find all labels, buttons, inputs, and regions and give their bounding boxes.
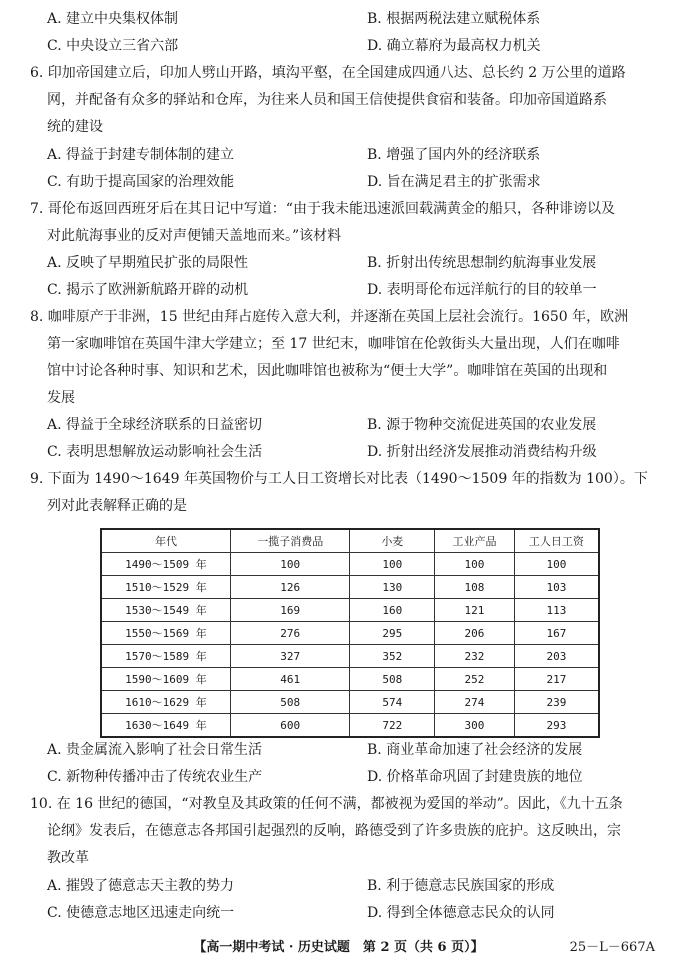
footer-title: 【高一期中考试 · 历史试题 第 2 页（共 6 页）】 (193, 940, 484, 955)
q7-option-a: A. 反映了早期殖民扩张的局限性 (47, 255, 249, 271)
table-cell: 100 (435, 553, 515, 576)
table-header-cell: 工业产品 (435, 529, 515, 553)
q8-stem-line-3: 馆中讨论各种时事、知识和艺术，因此咖啡馆也被称为“便士大学”。咖啡馆在英国的出现和 (47, 363, 608, 379)
table-cell: 276 (230, 622, 350, 645)
table-cell: 508 (230, 691, 350, 714)
q8-stem-line-2: 第一家咖啡馆在英国牛津大学建立；至 17 世纪末，咖啡馆在伦敦街头大量出现，人们在咖啡 (47, 336, 620, 352)
q7-stem-line-2: 对此航海事业的反对声便铺天盖地而来。”该材料 (47, 228, 342, 244)
q8-stem-line-4: 发展 (47, 390, 75, 406)
table-cell: 100 (514, 553, 599, 576)
table-row (101, 668, 599, 691)
q6-option-b: B. 增强了国内外的经济联系 (367, 147, 541, 163)
table-cell: 1550～1569 年 (101, 622, 230, 645)
table-cell: 103 (514, 576, 599, 599)
table-cell: 203 (514, 645, 599, 668)
table-row (101, 714, 599, 738)
table-cell: 295 (350, 622, 435, 645)
table-cell: 1530～1549 年 (101, 599, 230, 622)
table-cell: 1570～1589 年 (101, 645, 230, 668)
q6-option-d: D. 旨在满足君主的扩张需求 (367, 174, 541, 190)
table-cell: 239 (514, 691, 599, 714)
price-wage-table (100, 528, 600, 738)
q7-option-b: B. 折射出传统思想制约航海事业发展 (367, 255, 597, 271)
q7-option-d: D. 表明哥伦布远洋航行的目的较单一 (367, 282, 597, 298)
table-cell: 100 (350, 553, 435, 576)
q7-option-c: C. 揭示了欧洲新航路开辟的动机 (47, 282, 249, 298)
table-row (101, 645, 599, 668)
page-footer (0, 938, 677, 958)
table-cell: 160 (350, 599, 435, 622)
table-cell: 206 (435, 622, 515, 645)
q8-option-d: D. 折射出经济发展推动消费结构升级 (367, 444, 597, 460)
q9-option-c: C. 新物种传播冲击了传统农业生产 (47, 769, 263, 785)
table-cell: 169 (230, 599, 350, 622)
table-cell: 252 (435, 668, 515, 691)
table-cell: 1610～1629 年 (101, 691, 230, 714)
q6-stem-line-2: 网，并配备有众多的驿站和仓库，为往来人员和国王信使提供食宿和装备。印加帝国道路系 (47, 92, 607, 108)
table-header-cell: 工人日工资 (514, 529, 599, 553)
table-cell: 274 (435, 691, 515, 714)
q5-option-a: A. 建立中央集权体制 (47, 11, 179, 27)
q9-option-b: B. 商业革命加速了社会经济的发展 (367, 742, 583, 758)
table-cell: 113 (514, 599, 599, 622)
q9-option-d: D. 价格革命巩固了封建贵族的地位 (367, 769, 583, 785)
table-cell: 130 (350, 576, 435, 599)
q10-option-b: B. 利于德意志民族国家的形成 (367, 878, 555, 894)
q6-option-c: C. 有助于提高国家的治理效能 (47, 174, 235, 190)
q9-stem-line-2: 列对此表解释正确的是 (47, 498, 187, 514)
q5-option-b: B. 根据两税法建立赋税体系 (367, 11, 541, 27)
q7-stem-line-1: 7. 哥伦布返回西班牙后在其日记中写道：“由于我未能迅速派回载满黄金的船只，各种诽谤以及 (30, 201, 615, 217)
q8-stem-line-1: 8. 咖啡原产于非洲，15 世纪由拜占庭传入意大利，并逐渐在英国上层社会流行。1650 年，欧洲 (30, 309, 629, 325)
table-cell: 167 (514, 622, 599, 645)
table-cell: 600 (230, 714, 350, 738)
table-row (101, 599, 599, 622)
q8-option-a: A. 得益于全球经济联系的日益密切 (47, 417, 263, 433)
table-cell: 352 (350, 645, 435, 668)
q8-option-c: C. 表明思想解放运动影响社会生活 (47, 444, 263, 460)
table-cell: 508 (350, 668, 435, 691)
table-cell: 722 (350, 714, 435, 738)
table-cell: 1490～1509 年 (101, 553, 230, 576)
table-header-cell: 年代 (101, 529, 230, 553)
table-cell: 574 (350, 691, 435, 714)
q10-stem-line-3: 教改革 (47, 850, 89, 866)
table-row (101, 576, 599, 599)
q6-option-a: A. 得益于封建专制体制的建立 (47, 147, 235, 163)
q6-stem-line-3: 统的建设 (47, 119, 103, 135)
table-cell: 100 (230, 553, 350, 576)
table-header-row (101, 529, 599, 553)
table-header-cell: 一揽子消费品 (230, 529, 350, 553)
q10-option-a: A. 摧毁了德意志天主教的势力 (47, 878, 235, 894)
table-cell: 293 (514, 714, 599, 738)
q6-stem-line-1: 6. 印加帝国建立后，印加人劈山开路，填沟平壑，在全国建成四通八达、总长约 2 万公里的道路 (30, 65, 626, 81)
q10-option-c: C. 使德意志地区迅速走向统一 (47, 905, 235, 921)
q5-option-d: D. 确立幕府为最高权力机关 (367, 38, 541, 54)
q9-option-a: A. 贵金属流入影响了社会日常生活 (47, 742, 263, 758)
q10-stem-line-2: 论纲》发表后，在德意志各邦国引起强烈的反响，路德受到了许多贵族的庇护。这反映出，宗 (47, 823, 621, 839)
table-cell: 108 (435, 576, 515, 599)
table-row (101, 553, 599, 576)
table-cell: 461 (230, 668, 350, 691)
table-row (101, 622, 599, 645)
table-cell: 327 (230, 645, 350, 668)
table-cell: 300 (435, 714, 515, 738)
table-cell: 1510～1529 年 (101, 576, 230, 599)
table-row (101, 691, 599, 714)
q10-stem-line-1: 10. 在 16 世纪的德国，“对教皇及其政策的任何不满，都被视为爱国的举动”。因此，《九十五条 (30, 796, 623, 812)
table-cell: 217 (514, 668, 599, 691)
table-cell: 1630～1649 年 (101, 714, 230, 738)
table-cell: 1590～1609 年 (101, 668, 230, 691)
q8-option-b: B. 源于物种交流促进英国的农业发展 (367, 417, 597, 433)
table-cell: 232 (435, 645, 515, 668)
q9-stem-line-1: 9. 下面为 1490～1649 年英国物价与工人日工资增长对比表（1490～1509 年的指数为 100）。下 (30, 471, 648, 487)
table-cell: 126 (230, 576, 350, 599)
footer-code: 25－L－667A (569, 940, 655, 955)
table-cell: 121 (435, 599, 515, 622)
table-header-cell: 小麦 (350, 529, 435, 553)
q5-option-c: C. 中央设立三省六部 (47, 38, 179, 54)
q10-option-d: D. 得到全体德意志民众的认同 (367, 905, 555, 921)
